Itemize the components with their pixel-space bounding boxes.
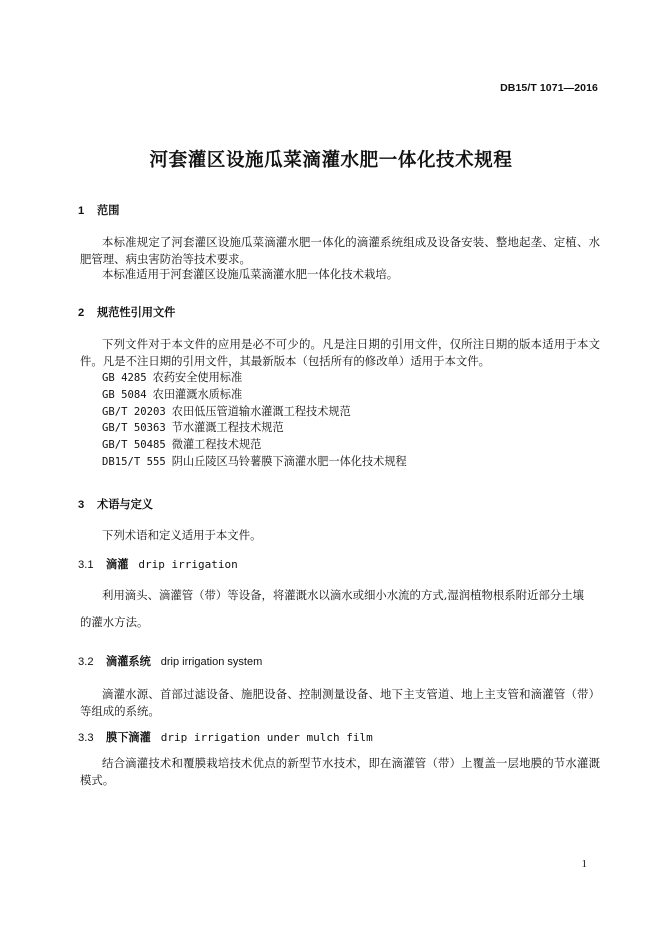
term-zh: 膜下滴灌 bbox=[106, 731, 151, 744]
term-3-3-heading bbox=[78, 729, 373, 745]
list-item bbox=[102, 420, 407, 437]
term-3-1-definition-line-1: 利用滴头、滴灌管（带）等设备，将灌溉水以滴水或细小水流的方式,湿润植物根系附近部分土壤 bbox=[102, 588, 585, 602]
list-item bbox=[102, 437, 407, 454]
ref-code: GB 4285 bbox=[102, 372, 147, 384]
document-title: 河套灌区设施瓜菜滴灌水肥一体化技术规程 bbox=[149, 150, 513, 171]
section-title: 范围 bbox=[97, 204, 120, 217]
ref-name: 节水灌溉工程技术规范 bbox=[171, 421, 284, 435]
ref-name: 农药安全使用标准 bbox=[152, 371, 243, 384]
term-3-1-definition-line-2: 的灌水方法。 bbox=[80, 615, 149, 629]
term-number: 3.2 bbox=[78, 656, 94, 668]
ref-code: GB 5084 bbox=[102, 388, 147, 401]
ref-name: 农田低压管道输水灌溉工程技术规范 bbox=[171, 404, 351, 418]
section-3-intro: 下列术语和定义适用于本文件。 bbox=[102, 528, 262, 542]
ref-code: GB/T 50363 bbox=[102, 422, 166, 435]
section-2-intro: 下列文件对于本文件的应用是必不可少的。凡是注日期的引用文件，仅所注日期的版本适用于本文件。凡是不注日期的引用文件，其最新版本（包括所有的修改单）适用于本文件。 bbox=[80, 337, 600, 368]
list-item bbox=[102, 454, 407, 471]
ref-name: 微灌工程技术规范 bbox=[171, 438, 262, 452]
term-en: drip irrigation bbox=[138, 558, 238, 571]
section-1-heading bbox=[78, 202, 119, 218]
reference-list bbox=[102, 370, 407, 471]
term-zh: 滴灌 bbox=[106, 558, 129, 571]
ref-name: 农田灌溉水质标准 bbox=[152, 387, 243, 401]
section-number: 3 bbox=[78, 499, 85, 511]
page-number: 1 bbox=[581, 858, 587, 870]
section-2-heading bbox=[78, 304, 175, 320]
section-1-paragraph-1: 本标准规定了河套灌区设施瓜菜滴灌水肥一体化的滴灌系统组成及设备安装、整地起垄、定植、水肥管理、病虫害防治等技术要求。 bbox=[80, 235, 600, 266]
term-3-2-definition: 滴灌水源、首部过滤设备、施肥设备、控制测量设备、地下主支管道、地上主支管和滴灌管（带）等组成的系统。 bbox=[80, 687, 600, 718]
ref-code: GB/T 20203 bbox=[102, 405, 166, 418]
section-3-heading bbox=[78, 496, 153, 512]
term-en: drip irrigation under mulch film bbox=[160, 731, 373, 744]
standard-id: DB15/T 1071—2016 bbox=[500, 82, 598, 94]
section-title: 规范性引用文件 bbox=[97, 306, 176, 319]
section-1-paragraph-2: 本标准适用于河套灌区设施瓜菜滴灌水肥一体化技术栽培。 bbox=[102, 267, 399, 281]
section-number: 1 bbox=[78, 205, 85, 217]
term-3-1-heading bbox=[78, 556, 238, 572]
ref-name: 阴山丘陵区马铃薯膜下滴灌水肥一体化技术规程 bbox=[171, 454, 407, 468]
list-item bbox=[102, 387, 407, 404]
ref-code: GB/T 50485 bbox=[102, 439, 166, 452]
term-3-2-heading bbox=[78, 653, 262, 669]
term-number: 3.1 bbox=[78, 559, 94, 571]
term-en: drip irrigation system bbox=[160, 656, 263, 668]
term-3-3-definition: 结合滴灌技术和覆膜栽培技术优点的新型节水技术，即在滴灌管（带）上覆盖一层地膜的节水灌溉模式。 bbox=[80, 756, 600, 787]
section-number: 2 bbox=[78, 307, 85, 319]
section-title: 术语与定义 bbox=[97, 498, 153, 511]
term-zh: 滴灌系统 bbox=[106, 655, 151, 668]
term-number: 3.3 bbox=[78, 732, 94, 744]
list-item bbox=[102, 404, 407, 421]
list-item bbox=[102, 370, 407, 387]
ref-code: DB15/T 555 bbox=[102, 455, 166, 468]
